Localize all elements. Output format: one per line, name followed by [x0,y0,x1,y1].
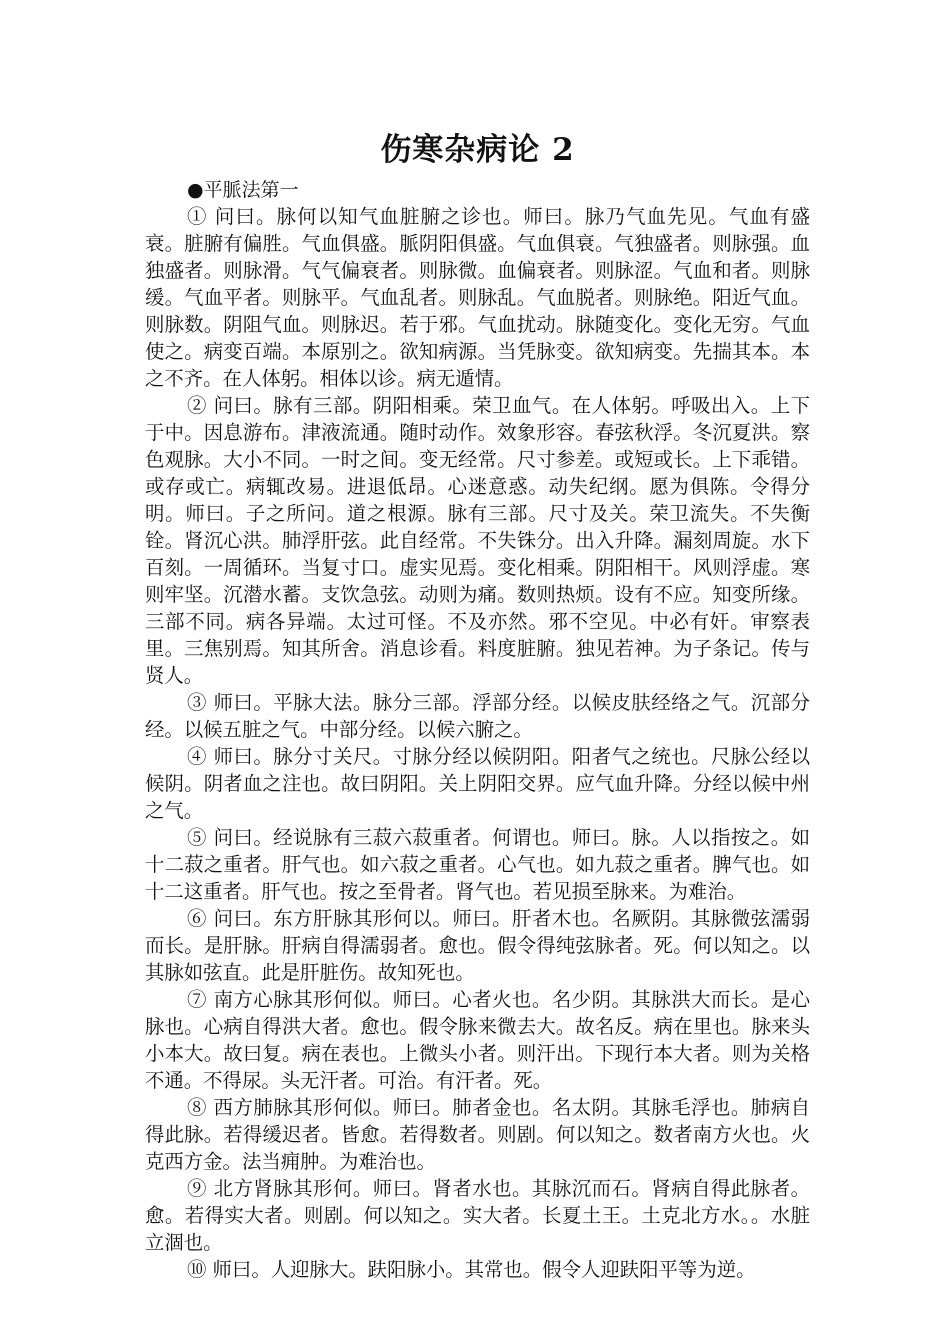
paragraph-10: ⑩ 师曰。人迎脉大。趺阳脉小。其常也。假令人迎趺阳平等为逆。 [187,1258,756,1281]
document-page [145,128,810,1283]
paragraph-8: ⑧ 西方肺脉其形何似。师曰。肺者金也。名太阴。其脉毛浮也。肺病自得此脉。若得缓迟者。皆愈。若得数者。则剧。何以知之。数者南方火也。火克西方金。法当痈肿。为难治也。 [145,1096,810,1173]
paragraph-7: ⑦ 南方心脉其形何似。师曰。心者火也。名少阴。其脉洪大而长。是心脉也。心病自得洪大者。愈也。假令脉来微去大。故名反。病在里也。脉来头小本大。故曰复。病在表也。上微头小者。则汗出。下现行本大者。则为关格不通。不得尿。头无汗者。可治。有汗者。死。 [145,988,810,1092]
paragraph-9: ⑨ 北方肾脉其形何。师曰。肾者水也。其脉沉而石。肾病自得此脉者。愈。若得实大者。则剧。何以知之。实大者。长夏土王。土克北方水。。水脏立涸也。 [145,1177,810,1254]
document-title: 伤寒杂病论 2 [380,132,575,168]
section-heading: ●平脈法第一 [187,179,299,201]
paragraph-1: ① 问曰。脉何以知气血脏腑之诊也。师曰。脉乃气血先见。气血有盛衰。脏腑有偏胜。气血俱盛。脈阴阳俱盛。气血俱衰。气独盛者。则脉强。血独盛者。则脉滑。气气偏衰者。则脉微。血偏衰者。则脉涩。气血和者。则脉缓。气血平者。则脉平。气血乱者。则脉乱。气血脱者。则脉绝。阳近气血。则脉数。阴阻气血。则脉迟。若于邪。气血扰动。脉随变化。变化无穷。气血使之。病变百端。本原别之。欲知病源。当凭脉变。欲知病变。先揣其本。本之不齐。在人体躬。相体以诊。病无遁情。 [145,205,810,390]
paragraph-2: ② 问曰。脉有三部。阴阳相乘。荣卫血气。在人体躬。呼吸出入。上下于中。因息游布。津液流通。随时动作。效象形容。春弦秋浮。冬沉夏洪。察色观脉。大小不同。一时之间。变无经常。尺寸参差。或短或长。上下乖错。或存或亡。病辄改易。进退低昂。心迷意惑。动失纪纲。愿为俱陈。令得分明。师曰。子之所问。道之根源。脉有三部。尺寸及关。荣卫流失。不失衡铨。肾沉心洪。肺浮肝弦。此自经常。不失铢分。出入升降。漏刻周旋。水下百刻。一周循环。当复寸口。虚实见焉。变化相乘。阴阳相干。风则浮虚。寒则牢坚。沉潜水蓄。支饮急弦。动则为痛。数则热烦。设有不应。知变所缘。三部不同。病各异端。太过可怪。不及亦然。邪不空见。中必有奸。审察表里。三焦别焉。知其所舍。消息诊看。料度脏腑。独见若神。为子条记。传与贤人。 [145,394,810,687]
paragraph-5: ⑤ 问曰。经说脉有三菽六菽重者。何谓也。师曰。脉。人以指按之。如十二菽之重者。肝气也。如六菽之重者。心气也。如九菽之重者。脾气也。如十二这重者。肝气也。按之至骨者。肾气也。若见损至脉来。为难治。 [145,826,810,903]
paragraph-4: ④ 师曰。脉分寸关尺。寸脉分经以候阴阳。阳者气之统也。尺脉公经以候阴。阴者血之注也。故曰阴阳。关上阴阳交界。应气血升降。分经以候中州之气。 [145,745,810,822]
paragraph-3: ③ 师曰。平脉大法。脉分三部。浮部分经。以候皮肤经络之气。沉部分经。以候五脏之气。中部分经。以候六腑之。 [145,691,810,741]
paragraph-6: ⑥ 问曰。东方肝脉其形何以。师曰。肝者木也。名厥阴。其脉微弦濡弱而长。是肝脉。肝病自得濡弱者。愈也。假令得纯弦脉者。死。何以知之。以其脉如弦直。此是肝脏伤。故知死也。 [145,907,810,984]
